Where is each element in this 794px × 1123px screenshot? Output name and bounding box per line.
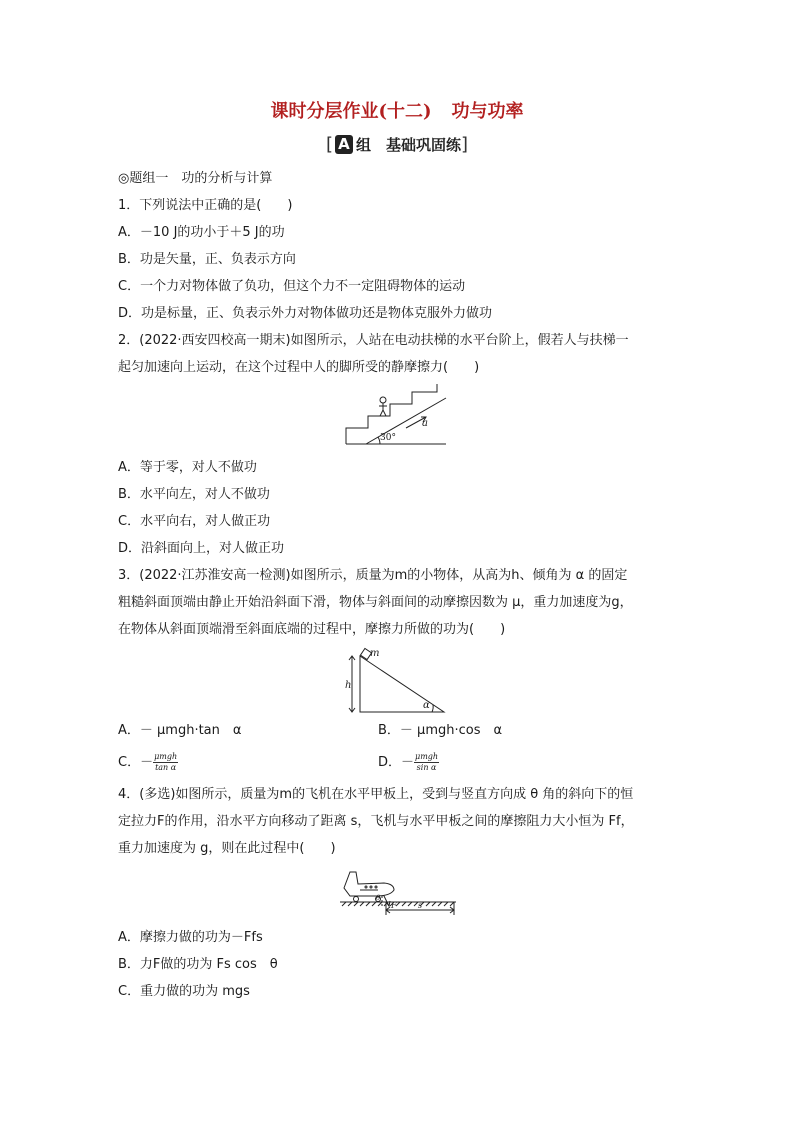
title-right: 功与功率 (451, 101, 524, 122)
q1-option-c: C．一个力对物体做了负功，但这个力不一定阻碍物体的运动 (118, 279, 466, 294)
incline-figure (340, 644, 448, 714)
q4-stem-line3: 重力加速度为 g，则在此过程中( ) (118, 841, 336, 856)
q1-option-a: A．－10 J的功小于＋5 J的功 (118, 225, 285, 240)
person-icon (379, 397, 387, 416)
group-bracket-open: [ (325, 134, 333, 155)
title-left: 课时分层作业(十二) (270, 101, 432, 122)
q1-stem: 1．下列说法中正确的是( ) (118, 198, 293, 213)
distance-label: s (418, 901, 423, 910)
section-heading: ◎题组一 功的分析与计算 (118, 171, 273, 186)
q3-option-d-prefix: D．－ (378, 755, 415, 770)
q2-option-a: A．等于零，对人不做功 (118, 460, 257, 475)
fraction-denominator: tan α (155, 763, 177, 772)
fraction-denominator: sin α (416, 763, 437, 772)
q3-stem-line2: 粗糙斜面顶端由静止开始沿斜面下滑，物体与斜面间的动摩擦因数为 μ，重力加速度为g， (118, 595, 633, 610)
q1-option-d: D．功是标量，正、负表示外力对物体做功还是物体克服外力做功 (118, 306, 493, 321)
q3-option-b: B．－ μmgh·cos α (378, 723, 503, 738)
q3-option-d (378, 752, 439, 773)
q4-option-c: C．重力做的功为 mgs (118, 984, 250, 999)
group-label: 组 基础巩固练 (355, 136, 461, 154)
q2-stem-line2: 起匀加速向上运动，在这个过程中人的脚所受的静摩擦力( ) (118, 360, 480, 375)
height-label: h (345, 680, 352, 691)
fraction-numerator: μmgh (415, 752, 439, 761)
worksheet-title (0, 97, 794, 123)
q3-stem-line3: 在物体从斜面顶端滑至斜面底端的过程中，摩擦力所做的功为( ) (118, 622, 506, 637)
theta-label: θ (376, 894, 381, 902)
q3-option-c-fraction (153, 752, 178, 773)
q2-option-d: D．沿斜面向上，对人做正功 (118, 541, 285, 556)
angle-label: 30° (380, 433, 396, 443)
airplane-figure (336, 866, 460, 918)
group-bracket-close: ] (461, 134, 469, 155)
angle-alpha-label: α (423, 700, 430, 711)
group-heading (0, 134, 794, 155)
escalator-figure (342, 378, 450, 448)
q3-stem-line1: 3．(2022·江苏淮安高一检测)如图所示，质量为m的小物体，从高为h、倾角为 α 的固定 (118, 568, 628, 583)
group-badge: A (335, 135, 353, 154)
airplane-icon (344, 872, 394, 902)
q3-option-c-prefix: C．－ (118, 755, 154, 770)
mass-label: m (370, 648, 380, 659)
force-label: F (391, 901, 397, 910)
q4-option-b: B．力F做的功为 Fs cos θ (118, 957, 278, 972)
q2-stem-line1: 2．(2022·西安四校高一期末)如图所示，人站在电动扶梯的水平台阶上，假若人与扶梯一 (118, 333, 629, 348)
q3-option-a: A．－ μmgh·tan α (118, 723, 242, 738)
q4-option-a: A．摩擦力做的功为－Ffs (118, 930, 263, 945)
q2-option-b: B．水平向左，对人不做功 (118, 487, 270, 502)
q2-option-c: C．水平向右，对人做正功 (118, 514, 271, 529)
q3-option-c (118, 752, 178, 773)
q1-option-b: B．功是矢量，正、负表示方向 (118, 252, 296, 267)
q3-option-d-fraction (414, 752, 439, 773)
q4-stem-line1: 4．(多选)如图所示，质量为m的飞机在水平甲板上，受到与竖直方向成 θ 角的斜向下的恒 (118, 787, 634, 802)
accel-label: a (422, 418, 428, 429)
q4-stem-line2: 定拉力F的作用，沿水平方向移动了距离 s，飞机与水平甲板之间的摩擦阻力大小恒为 Ff， (118, 814, 634, 829)
fraction-numerator: μmgh (154, 752, 178, 761)
